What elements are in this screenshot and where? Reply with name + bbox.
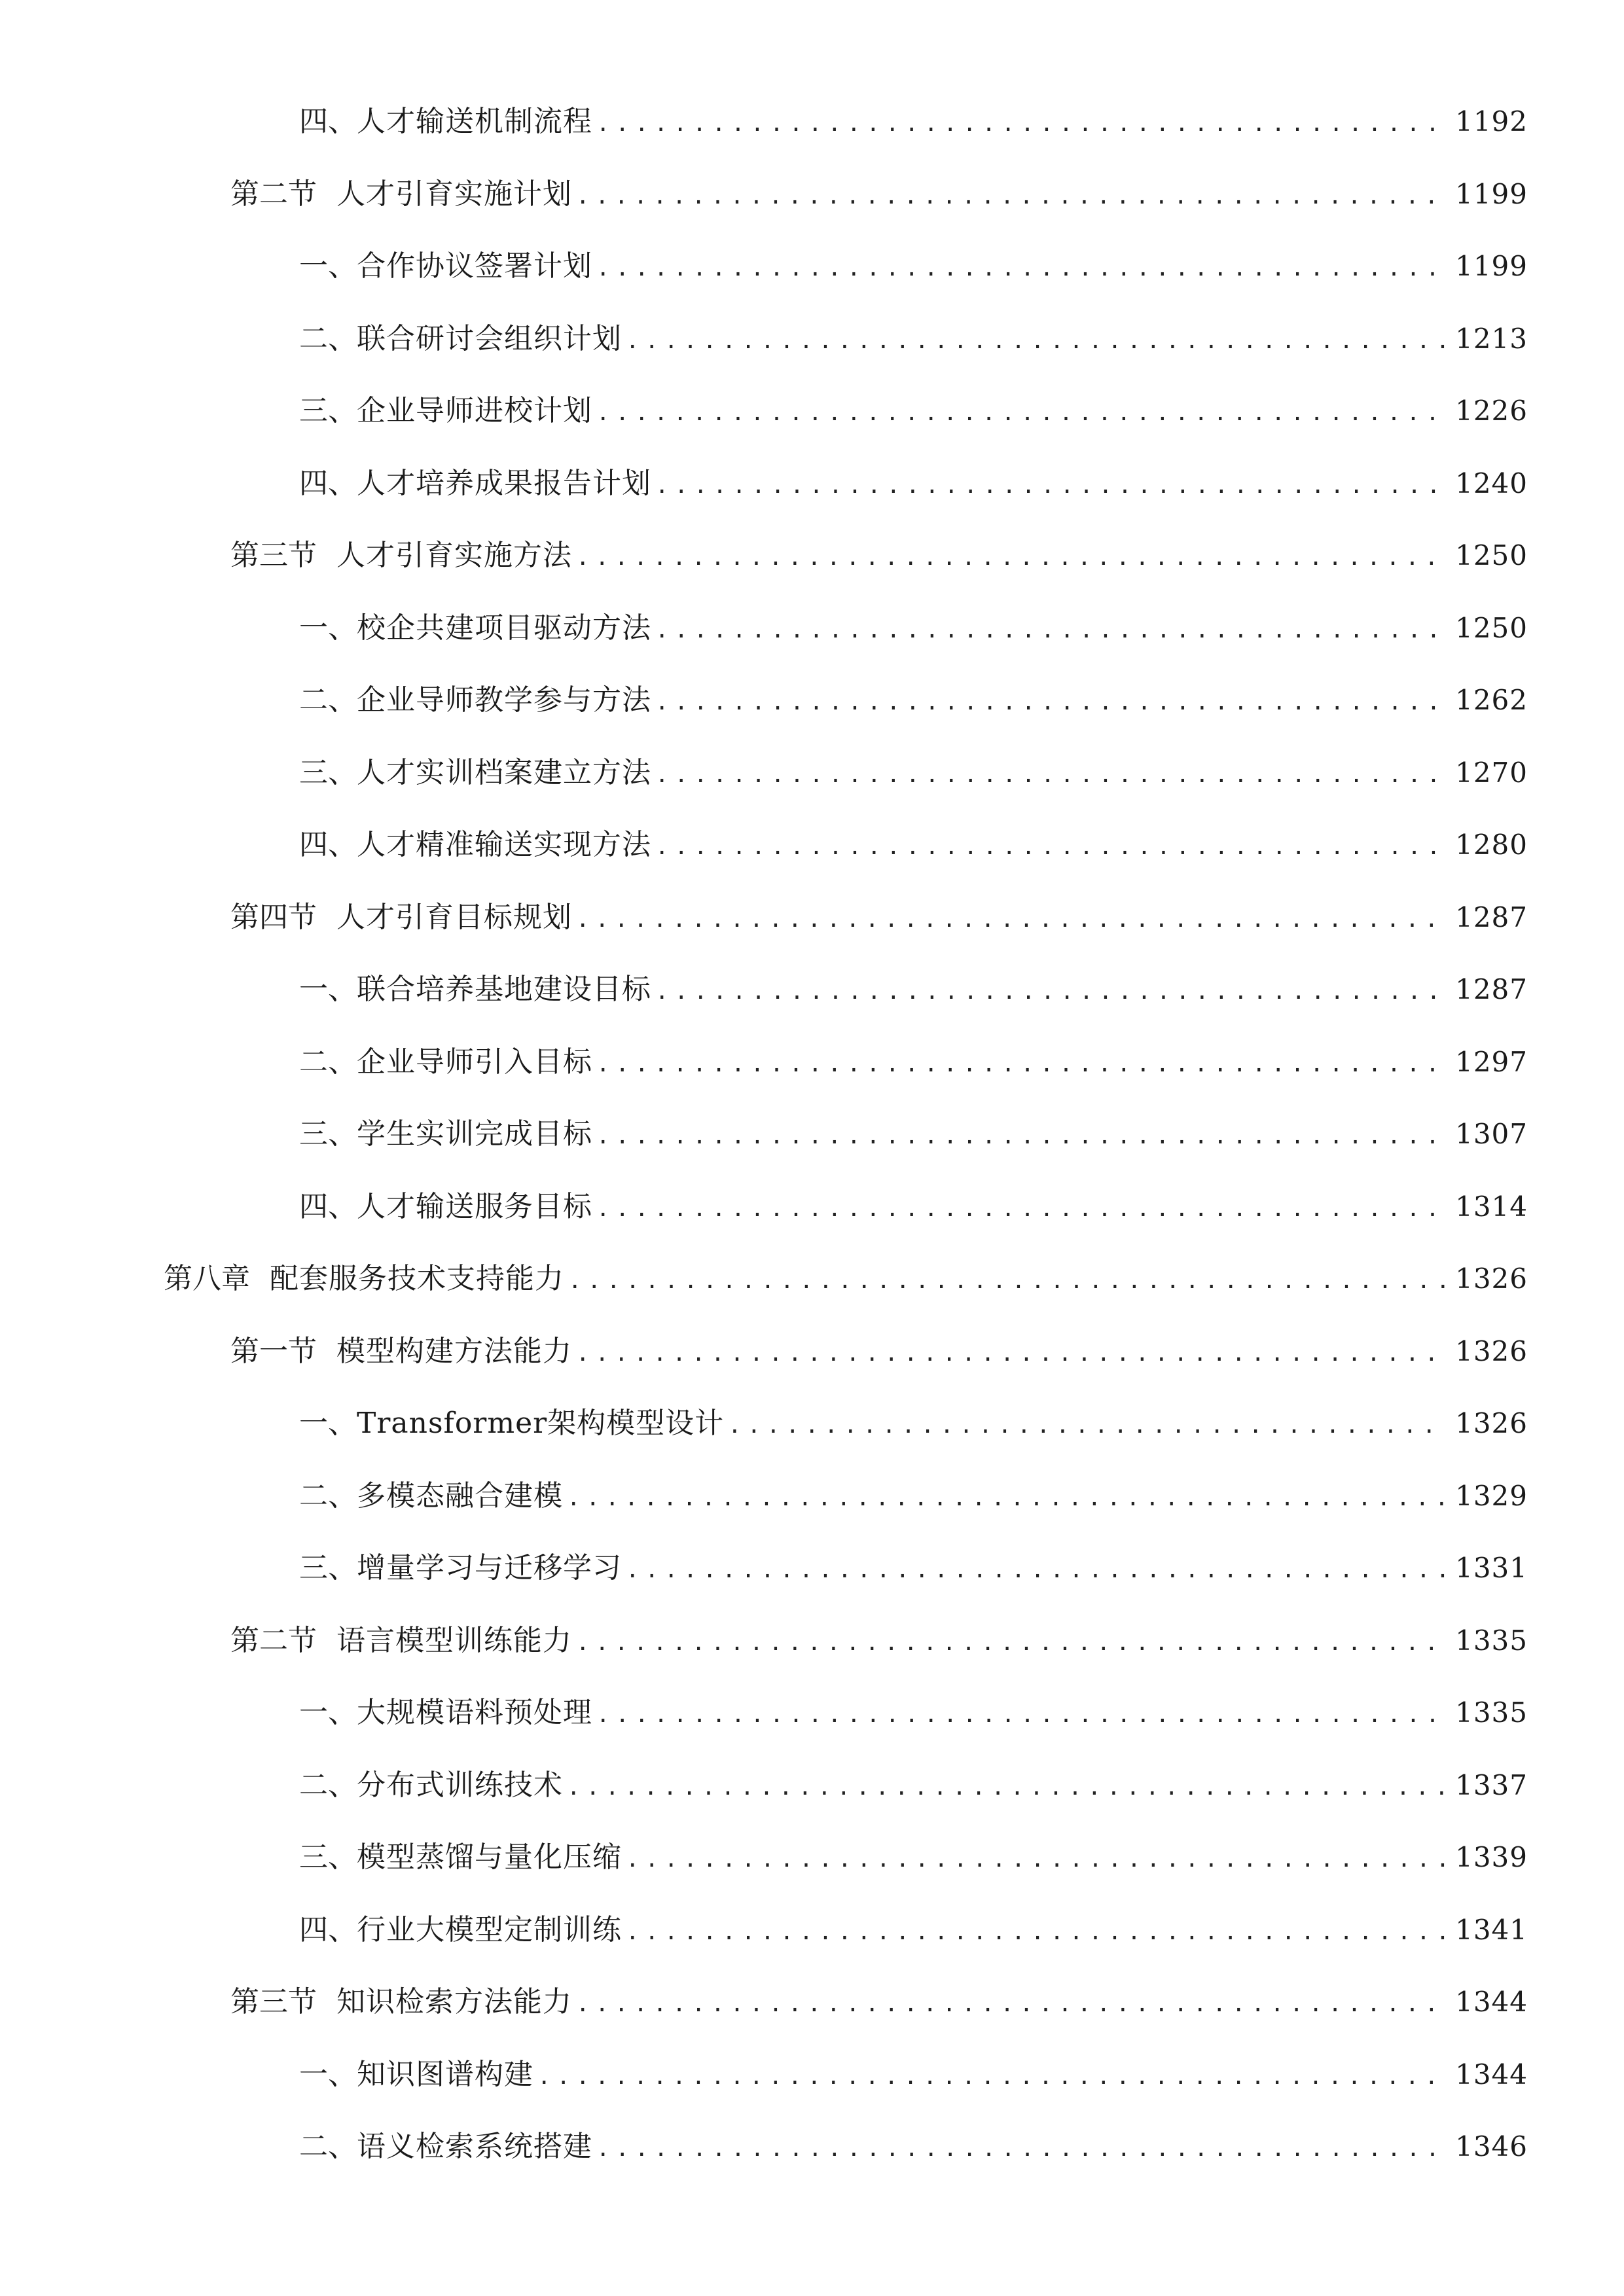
dot-leader — [596, 2129, 1446, 2168]
toc-entry[interactable] — [0, 1473, 1624, 1545]
toc-entry-number: 二、 — [299, 683, 357, 717]
toc-entry-page: 1199 — [1455, 250, 1528, 282]
toc-entry[interactable] — [0, 1762, 1624, 1835]
toc-entry-title: 行业大模型定制训练 — [357, 1912, 622, 1946]
dot-leader — [596, 1695, 1446, 1734]
dot-leader — [655, 683, 1446, 722]
toc-entry[interactable] — [0, 1039, 1624, 1111]
toc-entry-page: 1250 — [1455, 539, 1528, 571]
toc-entry-title: 学生实训完成目标 — [357, 1117, 592, 1151]
toc-entry-title: 增量学习与迁移学习 — [357, 1551, 622, 1585]
toc-entry-page: 1329 — [1455, 1479, 1528, 1512]
toc-entry-title: 人才精准输送实现方法 — [357, 828, 651, 861]
toc-entry-title: 大规模语料预处理 — [357, 1696, 592, 1729]
toc-entry-title: 模型蒸馏与量化压缩 — [357, 1840, 622, 1874]
toc-entry-number: 一、 — [299, 249, 357, 283]
toc-entry-number: 第二节 — [230, 177, 317, 211]
dot-leader — [655, 972, 1446, 1011]
toc-entry-title: 配套服务技术支持能力 — [270, 1262, 564, 1295]
toc-entry-number: 四、 — [299, 105, 357, 138]
dot-leader — [655, 827, 1446, 867]
toc-entry-number: 一、 — [299, 1407, 357, 1440]
toc-entry[interactable] — [0, 243, 1624, 315]
toc-entry-number: 一、 — [299, 973, 357, 1006]
toc-entry-page: 1341 — [1455, 1913, 1528, 1946]
toc-entry-page: 1339 — [1455, 1841, 1528, 1873]
toc-entry[interactable] — [0, 1979, 1624, 2051]
toc-entry-title: 人才培养成果报告计划 — [357, 466, 651, 500]
toc-entry-number: 三、 — [299, 755, 357, 789]
dot-leader — [576, 538, 1446, 577]
toc-entry-number: 一、 — [299, 2057, 357, 2091]
toc-entry[interactable] — [0, 749, 1624, 822]
toc-entry-title: 人才实训档案建立方法 — [357, 755, 651, 789]
toc-entry[interactable] — [0, 1111, 1624, 1183]
toc-entry[interactable] — [0, 1400, 1624, 1473]
toc-entry-title: 人才输送服务目标 — [357, 1189, 592, 1223]
table-of-contents — [0, 98, 1624, 2196]
toc-entry-page: 1213 — [1455, 322, 1528, 355]
toc-entry[interactable] — [0, 894, 1624, 967]
toc-entry-number: 四、 — [299, 828, 357, 861]
toc-entry-title: 人才引育实施计划 — [336, 177, 572, 211]
toc-entry-page: 1326 — [1455, 1263, 1528, 1295]
toc-entry-page: 1240 — [1455, 467, 1528, 499]
toc-entry-title: 语义检索系统搭建 — [357, 2130, 592, 2163]
dot-leader — [568, 1261, 1446, 1300]
dot-leader — [626, 321, 1446, 361]
toc-entry-number: 二、 — [299, 2130, 357, 2163]
toc-entry-page: 1192 — [1455, 105, 1528, 137]
toc-entry-number: 三、 — [299, 1840, 357, 1874]
toc-entry[interactable] — [0, 1328, 1624, 1401]
toc-entry-title: 联合研讨会组织计划 — [357, 321, 622, 355]
dot-leader — [655, 755, 1446, 795]
dot-leader — [576, 900, 1446, 939]
toc-entry[interactable] — [0, 821, 1624, 894]
toc-entry[interactable] — [0, 1689, 1624, 1762]
toc-entry-page: 1297 — [1455, 1045, 1528, 1078]
toc-entry-title: 知识图谱构建 — [357, 2057, 533, 2091]
dot-leader — [596, 393, 1446, 433]
toc-entry-page: 1280 — [1455, 829, 1528, 861]
toc-entry[interactable] — [0, 1907, 1624, 1979]
toc-entry[interactable] — [0, 677, 1624, 749]
toc-entry[interactable] — [0, 171, 1624, 243]
dot-leader — [596, 1117, 1446, 1156]
toc-entry-number: 四、 — [299, 1189, 357, 1223]
toc-entry[interactable] — [0, 2123, 1624, 2196]
dot-leader — [576, 1334, 1446, 1373]
toc-entry-number: 一、 — [299, 611, 357, 645]
toc-entry-page: 1335 — [1455, 1624, 1528, 1657]
toc-entry-number: 四、 — [299, 466, 357, 500]
dot-leader — [576, 1984, 1446, 2024]
toc-entry-page: 1262 — [1455, 684, 1528, 716]
dot-leader — [626, 1912, 1446, 1952]
toc-entry-number: 二、 — [299, 1768, 357, 1802]
toc-entry-number: 第三节 — [230, 1985, 317, 2018]
toc-entry-page: 1287 — [1455, 901, 1528, 933]
toc-entry-number: 三、 — [299, 1117, 357, 1151]
toc-entry-number: 三、 — [299, 1551, 357, 1585]
dot-leader — [567, 1479, 1446, 1518]
toc-entry-title: 模型构建方法能力 — [336, 1334, 572, 1368]
toc-entry-page: 1287 — [1455, 973, 1528, 1005]
toc-entry[interactable] — [0, 387, 1624, 460]
toc-entry[interactable] — [0, 1834, 1624, 1907]
toc-entry-title: 企业导师教学参与方法 — [357, 683, 651, 717]
toc-entry-title: 人才引育目标规划 — [336, 900, 572, 934]
toc-entry-page: 1226 — [1455, 395, 1528, 427]
toc-entry[interactable] — [0, 1183, 1624, 1256]
toc-entry-title: 多模态融合建模 — [357, 1479, 563, 1513]
dot-leader — [655, 466, 1446, 505]
toc-entry-number: 二、 — [299, 1479, 357, 1513]
toc-entry-number: 第八章 — [164, 1262, 250, 1295]
toc-entry-page: 1344 — [1455, 2058, 1528, 2090]
dot-leader — [626, 1551, 1446, 1590]
toc-entry[interactable] — [0, 1255, 1624, 1328]
toc-entry[interactable] — [0, 460, 1624, 533]
toc-entry-title: 语言模型训练能力 — [336, 1623, 572, 1657]
toc-entry-number: 第四节 — [230, 900, 317, 934]
toc-entry-number: 三、 — [299, 394, 357, 427]
toc-entry-page: 1270 — [1455, 756, 1528, 789]
toc-entry-page: 1337 — [1455, 1768, 1528, 1801]
dot-leader — [655, 611, 1446, 650]
toc-entry-title: 企业导师引入目标 — [357, 1045, 592, 1079]
toc-entry-number: 一、 — [299, 1696, 357, 1729]
dot-leader — [596, 249, 1446, 288]
toc-entry[interactable] — [0, 2051, 1624, 2124]
toc-entry-title: 分布式训练技术 — [357, 1768, 563, 1802]
toc-entry-page: 1307 — [1455, 1118, 1528, 1150]
toc-entry-title: 校企共建项目驱动方法 — [357, 611, 651, 645]
dot-leader — [626, 1840, 1446, 1879]
toc-entry-title: 合作协议签署计划 — [357, 249, 592, 283]
toc-entry[interactable] — [0, 532, 1624, 605]
dot-leader — [576, 177, 1446, 216]
toc-entry-page: 1326 — [1455, 1335, 1528, 1367]
toc-entry-title: 知识检索方法能力 — [336, 1985, 572, 2018]
toc-entry-title: 人才引育实施方法 — [336, 539, 572, 572]
toc-entry-page: 1344 — [1455, 1986, 1528, 2018]
toc-entry-number: 第一节 — [230, 1334, 317, 1368]
toc-entry-title: Transformer架构模型设计 — [357, 1407, 725, 1440]
toc-entry-page: 1250 — [1455, 611, 1528, 644]
toc-entry-title: 联合培养基地建设目标 — [357, 973, 651, 1006]
toc-entry-page: 1326 — [1455, 1407, 1528, 1439]
dot-leader — [567, 1768, 1446, 1807]
toc-entry-title: 人才输送机制流程 — [357, 105, 592, 138]
toc-entry-number: 四、 — [299, 1912, 357, 1946]
toc-entry[interactable] — [0, 1545, 1624, 1617]
dot-leader — [728, 1406, 1446, 1445]
toc-entry-page: 1346 — [1455, 2130, 1528, 2162]
dot-leader — [537, 2057, 1446, 2096]
toc-entry-number: 二、 — [299, 1045, 357, 1079]
toc-entry[interactable] — [0, 1617, 1624, 1690]
toc-entry-page: 1199 — [1455, 177, 1528, 210]
toc-entry-number: 二、 — [299, 321, 357, 355]
toc-entry-title: 企业导师进校计划 — [357, 394, 592, 427]
dot-leader — [576, 1623, 1446, 1662]
toc-entry-number: 第三节 — [230, 539, 317, 572]
toc-entry[interactable] — [0, 315, 1624, 388]
toc-entry-page: 1314 — [1455, 1190, 1528, 1223]
dot-leader — [596, 1045, 1446, 1084]
toc-entry-page: 1335 — [1455, 1696, 1528, 1729]
dot-leader — [596, 1189, 1446, 1229]
toc-entry-number: 第二节 — [230, 1623, 317, 1657]
toc-entry-page: 1331 — [1455, 1552, 1528, 1584]
toc-entry[interactable] — [0, 605, 1624, 677]
toc-entry[interactable] — [0, 98, 1624, 171]
toc-entry[interactable] — [0, 966, 1624, 1039]
dot-leader — [596, 104, 1446, 143]
